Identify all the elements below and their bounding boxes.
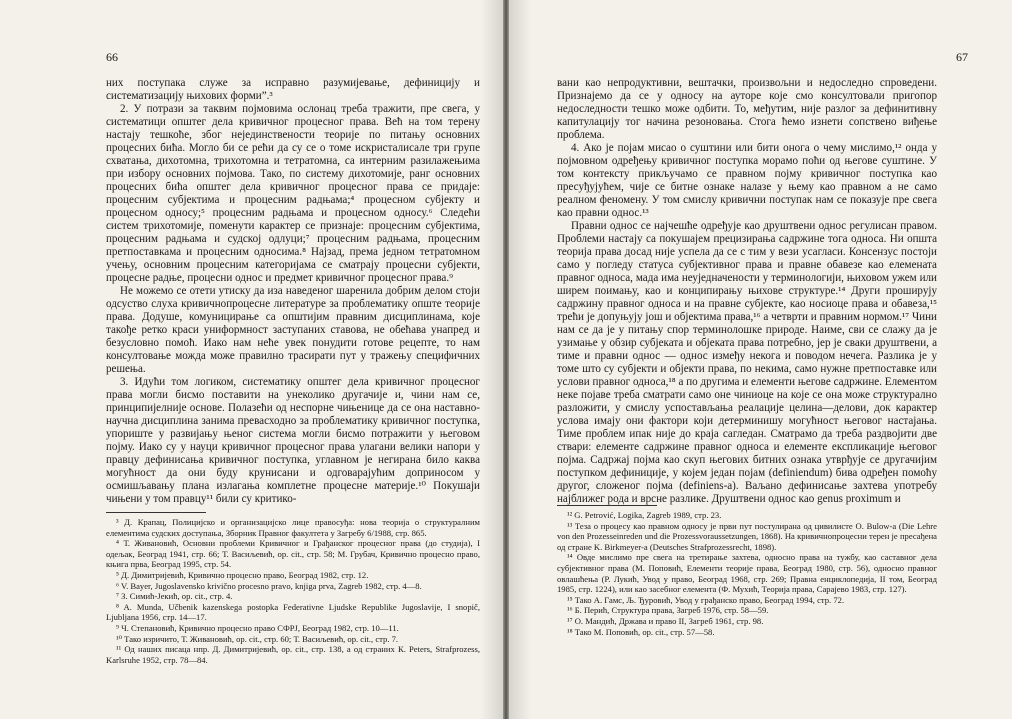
body-text	[106, 77, 480, 506]
footnote: ¹⁸ Тако М. Поповић, op. cit., стр. 57—58.	[567, 626, 715, 637]
footnote: ¹⁷ О. Мандић, Држава и право II, Загреб 1961, стр. 98.	[567, 615, 764, 626]
footnote-rule	[557, 505, 657, 506]
footnote: ⁷ З. Симић-Јекић, op. cit., стр. 4.	[116, 591, 233, 602]
page-number: 66	[106, 50, 118, 64]
right-page	[509, 0, 1012, 719]
paragraph: 3. Идући том логиком, систематику општег дела кривичног процесног права могли бисмо поставити на унеколико другачије и, чини нам се, принципијелније основе. Полазећи од неспорне чињенице да се она наставно-научна дисциплина занима превасходно за проблематику кривичног поступка, упориште у развијању њеног система могли бисмо потражити у његовом појму. Иако су у науци кривичног процесног права улагани велики напори у правцу дефинисања кривичног поступка, углавном је негирана било каква могућност да они буду крунисани и одговарајућим доприносом у осмишљавању плана излагања комплетне процесне материје.¹⁰ Покушаји чињени у том правцу¹¹ били су критико-	[106, 376, 480, 505]
footnote: ⁴ Т. Живановић, Основни проблеми Кривичног и Грађанског процесног права (до студија), I одељак, Београд 1941, стр. 66; Т. Васиљевић, op. cit., стр. 58; М. Грубач, Кривично процесно право, књига прва, Београд 1995, стр. 54.	[106, 538, 480, 570]
footnote: ¹³ Теза о процесу као правном односу је први пут постулирана од цивилисте O. Bulow-a (Die Lehre von den Prozesseinreden und die Prozessvoraussetzungen, 1868). На кривичнопроцесни терен је пресађена од стране K. Birkmeyer-a (Deutsches Strafprozessrecht, 1898).	[557, 520, 937, 552]
paragraph: них поступака служе за исправно разумијевање, дефиницију и систематизацију њихових форми”.³	[106, 77, 480, 102]
footnote: ¹⁴ Овде мислимо пре свега на третирање захтева, односно права на тужбу, као саставног дела субјективног права (М. Поповић, Елементи теорије права, Београд 1980, стр. 56), односно правног овлашћења (Р. Лукић, Увод у право, Београд 1968, стр. 269; Правна енциклопедија, II том, Београд 1985, стр. 1224), или као засебног елемента (Ф. Мухић, Теорија права, Сарајево 1983, стр. 127).	[557, 552, 937, 595]
paragraph: 4. Ако је појам мисао о суштини или бити онога о чему мислимо,¹² онда у појмовном одређењу кривичног поступка морамо поћи од његове суштине. У том контексту прикључамо се правном појму кривичног поступка као пресуђујућем, чије се битне ознаке налазе у њему као правном а не само реалном феномену. У том смислу кривични поступак нам се показује пре свега као правни однос.¹³	[557, 142, 937, 219]
paragraph: 2. У потрази за таквим појмовима ослонац треба тражити, пре свега, у систематици општег дела кривичног процесног права. Већ на том терену настају тешкоће, због нејединствености теорије по питању основних процесних бића. Могло би се рећи да су се о томе искристалисале три групе схватања, дихотомна, трихотомна и тетратомна, са интерним разилажењима при избору основних појмова. Тако, по систему дихотомије, ранг основних процесних бића општег дела кривичног процесног права се придаје: процесним субјектима и процесним радњама;⁴ процесном субјекту и процесном односу;⁵ процесним радњама и процесном односу.⁶ Следећи систем трихотомије, поменути карактер се признаје: процесним субјектима, процесним радњама и судској одлуци;⁷ процесним радњама, процесним претпоставкама и процесним односима.⁸ Најзад, према једном тетратомном учењу, основним процесним категоријама се сматрају процесни субјекти, процесне радње, процесни однос и предмет кривичног процесног права.⁹	[106, 103, 480, 284]
footnotes	[557, 510, 937, 637]
paragraph: Не можемо се отети утиску да иза наведеног шаренила добрим делом стоји одсуство слуха кривичнопроцесне литературе за проблематику опште теорије права. Додуше, комуницирање са општијим правним дисциплинама, које такође ретко краси униформност заступаних ставова, не обећава унапред и безусловно помоћ. Иако нам неће увек понудити готове рецепте, то нам консултовање можда може правилно трасирати пут у тражењу специфичних решења.	[106, 285, 480, 375]
footnote: ¹⁵ Тако А. Гамс, Љ. Ђуровић, Увод у грађанско право, Београд 1994, стр. 72.	[567, 594, 845, 605]
footnote: ¹⁶ Б. Перић, Структура права, Загреб 1976, стр. 58—59.	[567, 605, 769, 616]
footnote: ⁹ Ч. Степановић, Кривично процесно право СФРЈ, Београд 1982, стр. 10—11.	[116, 622, 399, 633]
footnote: ⁵ Д. Димитријевић, Кривично процесно право, Београд 1982, стр. 12.	[116, 569, 369, 580]
paragraph: Правни однос се најчешће одређује као друштвени однос регулисан правом. Проблеми настају са покушајем прецизирања садржине тога односа. Ни општа теорија права досад није успела да се с тим у вези усагласи. Консензус постоји само у погледу статуса субјективног права и правне обавезе као елемената правног односа, мада има неуједначености у терминологији, њиховом ужем или ширем поимању, као и конципирању њихове структуре.¹⁴ Други проширују садржину правног односа и на правне субјекте, као носиоце права и обавеза,¹⁵ трећи је допуњују још и објектима права,¹⁶ а четврти и правним нормом.¹⁷ Чини нам се да је у питању спор терминолошке природе. Наиме, сви се слажу да је узимање у обзир субјеката и објеката права потребно, јер је сваки друштвени, а тиме и правни однос — однос између некога и поводом нечега. Разлика је у томе што су субјекти и објекти права, по некима, само нужне претпоставке или услови правног односа,¹⁸ а по другима и елементи његове садржине. Елементом неке појаве треба сматрати само оне чиниоце на које се она може структурално разложити, у смислу успостављања реалације целина—делови, док карактер услова имају они фактори који детерминишу могућност његовог настајања. Тиме проблем ипак није до краја сагледан. Сматрамо да треба раздвојити две ствари: елементе садржине правног односа и елементе експликације његовог појма. Садржај појма као скуп његових битних ознака утврђује се другачијим поступком дефиниције, у којем један појам (definiendum) бива одређен помоћу другог, сложеног појма (definiens-а). Ваљано дефинисање захтева употребу најближег рода и врсне разлике. Друштвени однос као genus proximum и	[557, 220, 937, 505]
left-page	[0, 0, 503, 719]
footnote: ⁶ V. Bayer, Jugoslavensko krivično procesno pravo, knjiga prva, Zagreb 1982, стр. 4—8.	[116, 580, 422, 591]
footnote-rule	[106, 512, 206, 513]
paragraph: вани као непродуктивни, вештачки, произвољни и недоследно спроведени. Признајемо да се у односу на ауторе које смо консултовали пригопор недоследности тешко може одбити. То, међутим, није разлог за дефинитивну капитулацију тог начина резоновања. Стога ћемо изнети сопствено виђење проблема.	[557, 77, 937, 141]
body-text	[557, 77, 937, 506]
page-number: 67	[956, 50, 968, 64]
footnote: ⁸ A. Munda, Učbenik kazenskega postopka Federativne Ljudske Republike Jugoslavije, I snopič, Ljubljana 1956, стр. 14—17.	[106, 601, 480, 623]
footnote: ¹² G. Petrović, Logika, Zagreb 1989, стр. 23.	[567, 510, 722, 520]
footnotes	[106, 517, 480, 665]
footnote: ¹⁰ Тако изричито, Т. Живановић, op. cit., стр. 60; Т. Васиљевић, op. cit., стр. 7.	[116, 633, 399, 644]
footnote: ³ Д. Крапац, Полицијско и организацијско лице правосуђа: нова теорија о структуралним елементима судских доступања, Зборник Правног факултета у Загребу 6/1988, стр. 865.	[106, 517, 480, 538]
footnote: ¹¹ Од наших писаца нпр. Д. Димитријевић, op. cit., стр. 138, а од страних К. Peters, Strafprozess, Karlsruhe 1952, стр. 78—84.	[106, 644, 480, 665]
